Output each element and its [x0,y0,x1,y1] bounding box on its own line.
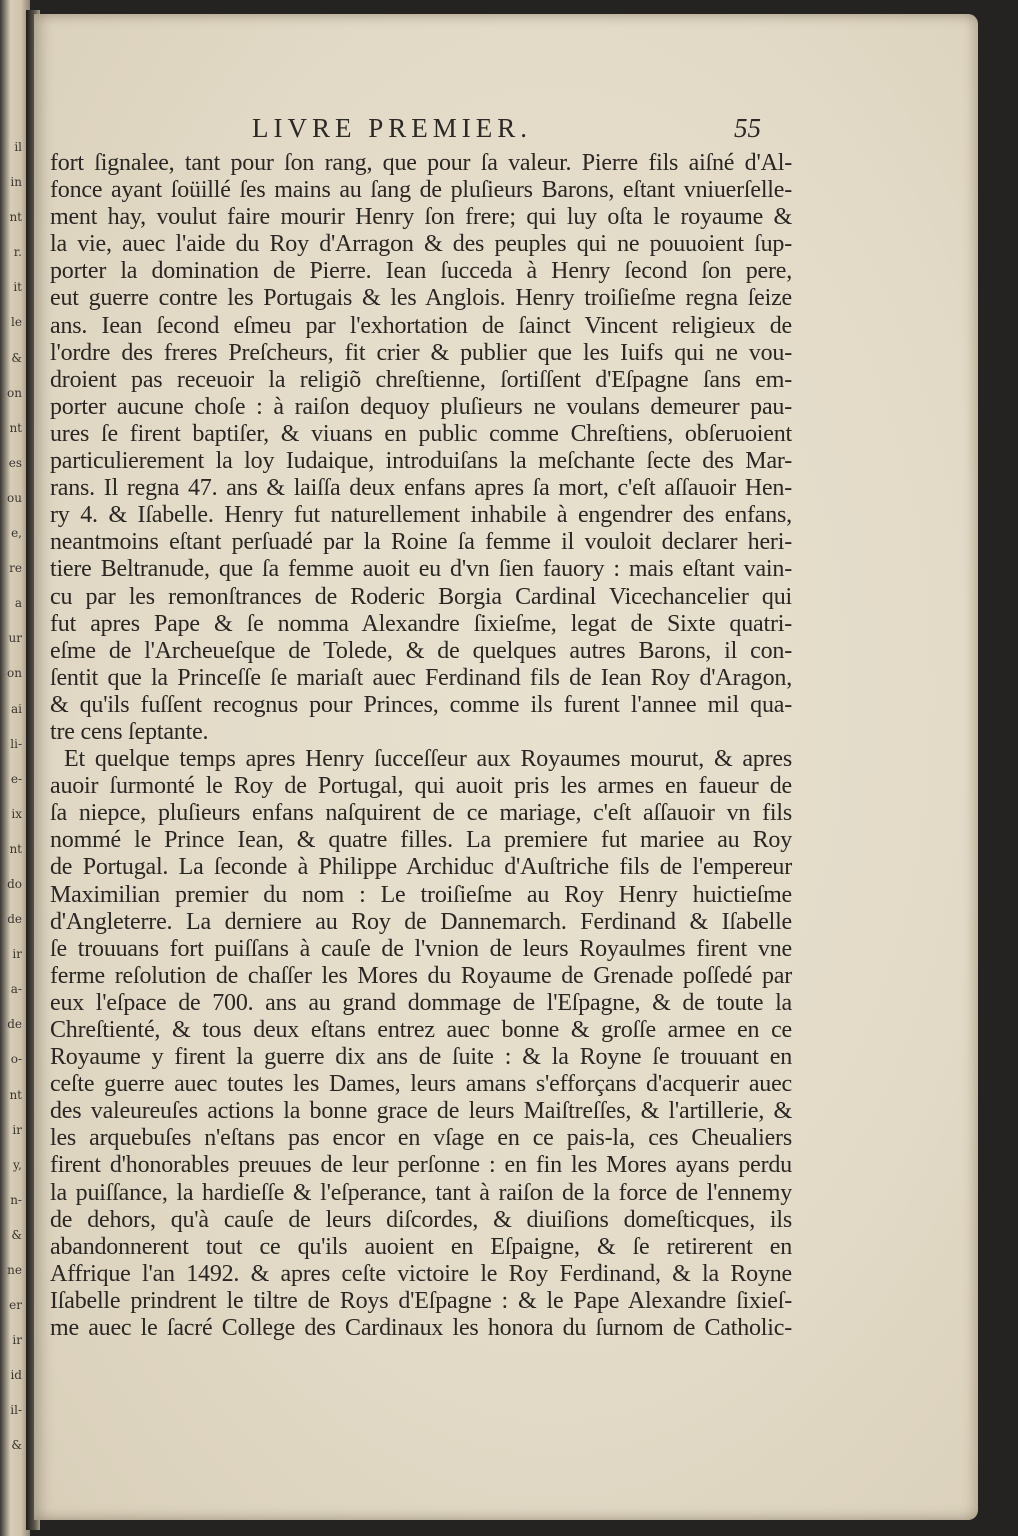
previous-page-fragment: ix [11,806,22,821]
previous-page-fragment: nt [9,420,22,435]
previous-page-fragment: n- [10,1192,22,1207]
previous-page-fragment: on [7,385,22,400]
text-line [50,1342,792,1369]
previous-page-fragment: do [7,876,22,891]
previous-page-fragment: li- [10,736,22,751]
previous-page-fragment: de [7,912,22,927]
text-line: Affrique l'an 1492. & apres ceſte victoire le Roy Ferdinand, & la Royne [50,1260,792,1287]
previous-page-fragment: il- [10,1403,22,1418]
text-line: & qu'ils fuſſent recognus pour Princes, comme ils furent l'annee mil qua- [50,691,792,718]
text-line: ment hay, voulut faire mourir Henry ſon frere; qui luy oſta le royaume & [50,204,792,231]
text-line: tiere Beltranude, que ſa femme auoit eu d'vn ſien fauory : mais eſtant vain- [50,556,792,583]
previous-page-fragment: ur [8,631,22,646]
previous-page-fragment: il [14,140,22,154]
previous-page-fragment: a [14,596,22,611]
text-line: ceſte guerre auec toutes les Dames, leurs amans s'efforçans d'acquerir auec [50,1071,792,1098]
text-line: cu par les remonſtrances de Roderic Borgia Cardinal Vicechancelier qui [50,583,792,610]
text-line: firent d'honorables preuues de leur perſonne : en fin les Mores ayans perdu [50,1152,792,1179]
page-number: 55 [734,113,761,143]
text-line: d'Angleterre. La derniere au Roy de Dannemarch. Ferdinand & Iſabelle [50,908,792,935]
page-header [34,110,978,150]
text-line: l'ordre des freres Preſcheurs, fit crier & publier que les Iuifs qui ne vou- [50,339,792,366]
text-line: abandonnerent tout ce qu'ils auoient en Eſpaigne, & ſe retirerent en [50,1233,792,1260]
body-text [50,150,792,1369]
text-line: Royaume y firent la guerre dix ans de ſuite : & la Royne ſe trouuant en [50,1044,792,1071]
previous-page-fragment: re [9,561,22,576]
previous-page-fragment: nt [9,1087,22,1102]
text-line: ferme reſolution de chaſſer les Mores du Royaume de Grenade poſſedé par [50,962,792,989]
previous-page-fragment: ai [11,701,22,716]
previous-page-fragment: ir [12,1333,22,1348]
text-line: de Portugal. La ſeconde à Philippe Archiduc d'Auſtriche fils de l'empereur [50,854,792,881]
text-line: tre cens ſeptante. [50,718,209,745]
previous-page-fragment: le [11,315,22,330]
running-title: LIVRE PREMIER. [252,113,533,143]
text-line: Maximilian premier du nom : Le troiſieſme au Roy Henry huictieſme [50,881,792,908]
previous-page-fragment: er [9,1298,22,1313]
text-line: ans. Iean ſecond eſmeu par l'exhortation de ſainct Vincent religieux de [50,312,792,339]
previous-page-fragment: o- [10,1052,22,1067]
previous-page-fragment: e, [11,526,22,541]
previous-page-fragment: id [10,1368,22,1383]
text-line: eut guerre contre les Portugais & les Anglois. Henry troiſieſme regna ſeize [50,285,792,312]
text-line: porter la domination de Pierre. Iean ſucceda à Henry ſecond ſon pere, [50,258,792,285]
text-line: eux l'eſpace de 700. ans au grand dommage de l'Eſpagne, & de toute la [50,989,792,1016]
previous-page-fragment: ou [7,490,22,505]
text-line: porter aucune choſe : à raiſon dequoy pluſieurs ne voulans demeurer pau- [50,393,792,420]
text-line: des valeureuſes actions la bonne grace de leurs Maiſtreſſes, & l'artillerie, & [50,1098,792,1125]
text-line: ſa niepce, pluſieurs enfans naſquirent de ce mariage, c'eſt aſſauoir vn fils [50,800,792,827]
previous-page-fragment: e- [10,771,22,786]
text-line: nommé le Prince Iean, & quatre filles. La premiere fut mariee au Roy [50,827,792,854]
text-line: ry 4. & Iſabelle. Henry fut naturellement inhabile à engendrer des enfans, [50,502,792,529]
text-line: fut apres Pape & ſe nomma Alexandre ſixieſme, legat de Sixte quatri- [50,610,792,637]
text-line: ures ſe firent baptiſer, & viuans en public comme Chreſtiens, obſeruoient [50,420,792,447]
text-line: rans. Il regna 47. ans & laiſſa deux enfans apres ſa mort, c'eſt aſſauoir Hen- [50,475,792,502]
text-line: ſe trouuans fort puiſſans à cauſe de l'vnion de leurs Royaulmes firent vne [50,935,792,962]
text-line: de dehors, qu'à cauſe de leurs diſcordes, & diuiſions domeſticques, ils [50,1206,792,1233]
text-line: fort ſignalee, tant pour ſon rang, que pour ſa valeur. Pierre fils aiſné d'Al- [50,150,792,176]
text-line: neantmoins eſtant perſuadé par la Roine ſa femme il vouloit declarer heri- [50,529,792,556]
book-page [34,14,978,1520]
previous-page-fragment: ir [12,947,22,962]
text-line: Iſabelle prindrent le tiltre de Roys d'Eſpagne : & le Pape Alexandre ſixieſ- [50,1287,792,1314]
text-line: eſme de l'Archeueſque de Tolede, & de quelques autres Barons, il con- [50,637,792,664]
previous-page-fragment: & [11,1227,22,1242]
previous-page-fragment: it [13,280,22,295]
previous-page-fragment: ir [12,1122,22,1137]
text-line: auoir ſurmonté le Roy de Portugal, qui auoit pris les armes en faueur de [50,773,792,800]
text-line: Chreſtienté, & tous deux eſtans entrez auec bonne & groſſe armee en ce [50,1017,792,1043]
previous-page-fragment: nt [9,841,22,856]
text-line: me auec le ſacré College des Cardinaux les honora du ſurnom de Catholic- [50,1315,792,1342]
previous-page-fragment: a- [10,982,22,997]
previous-page-fragments [0,130,24,1464]
text-line: les arquebuſes n'eſtans pas encor en vſage en ce pais-la, ces Cheualiers [50,1125,792,1152]
previous-page-fragment: es [8,455,22,470]
paragraph-start-line: Et quelque temps apres Henry ſucceſſeur aux Royaumes mourut, & apres [64,746,792,773]
previous-page-fragment: ne [7,1263,22,1277]
previous-page-fragment: de [7,1017,22,1032]
text-line: ſentit que la Princeſſe ſe mariaſt auec Ferdinand fils de Iean Roy d'Aragon, [50,664,792,691]
previous-page-fragment: y, [13,1157,22,1172]
text-line: la puiſſance, la hardieſſe & l'eſperance, tant à raiſon de la force de l'ennemy [50,1179,792,1206]
previous-page-fragment: nt [9,210,22,225]
previous-page-fragment: r. [13,245,22,260]
text-line: fonce ayant ſoüillé ſes mains au ſang de pluſieurs Barons, eſtant vniuerſelle- [50,177,792,204]
previous-page-fragment: & [11,1438,22,1453]
previous-page-fragment: in [10,175,22,190]
text-line: droient pas receuoir la religiõ chreſtienne, ſortiſſent d'Eſpagne ſans em- [50,366,792,393]
text-line: particulierement la loy Iudaique, introduiſans la meſchante ſecte des Mar- [50,448,792,475]
previous-page-fragment: on [7,666,22,681]
text-line: la vie, auec l'aide du Roy d'Arragon & des peuples qui ne pouuoient ſup- [50,231,792,258]
previous-page-fragment: & [11,350,22,365]
